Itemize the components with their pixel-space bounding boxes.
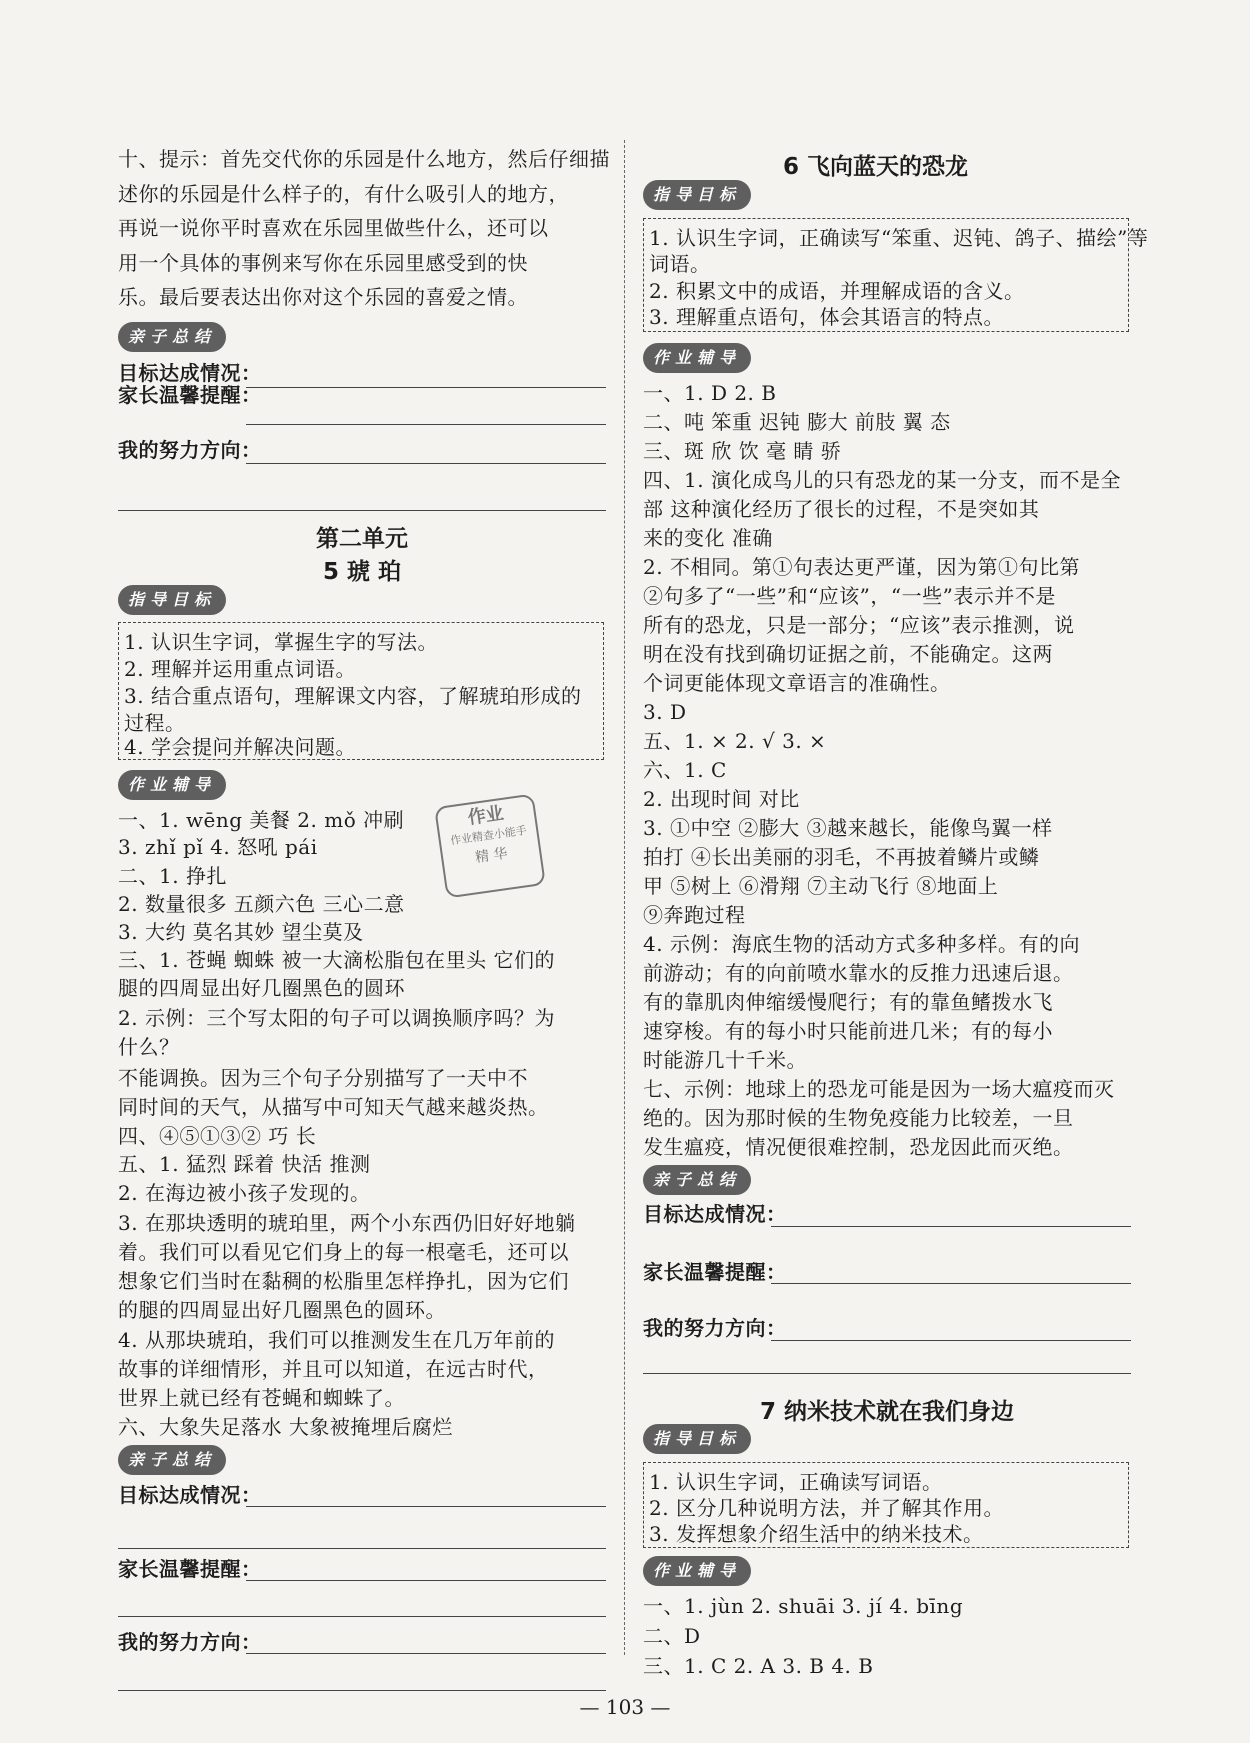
answer-line-text: 二、1. 挣扎 bbox=[118, 864, 227, 888]
answer-line bbox=[246, 1653, 606, 1654]
guide-badge: 指导目标 bbox=[643, 180, 751, 210]
goal-item: 3. 结合重点语句，理解课文内容，了解琥珀形成的 bbox=[124, 684, 582, 708]
answer-line-text: 着。我们可以看见它们身上的每一根毫毛，还可以 bbox=[118, 1240, 569, 1264]
q10-line: 再说一说你平时喜欢在乐园里做些什么，还可以 bbox=[118, 216, 549, 240]
effort-label: 我的努力方向： bbox=[118, 438, 262, 462]
answer-line-text: 明在没有找到确切证据之前，不能确定。这两 bbox=[643, 642, 1053, 666]
goal-item: 4. 学会提问并解决问题。 bbox=[124, 735, 356, 759]
lesson7-title: 7 纳米技术就在我们身边 bbox=[759, 1399, 1014, 1425]
summary-badge: 亲子总结 bbox=[118, 322, 226, 352]
answer-line bbox=[246, 1506, 606, 1507]
goal-label: 目标达成情况： bbox=[643, 1202, 787, 1226]
answer-line-text: 前游动；有的向前喷水靠水的反推力迅速后退。 bbox=[643, 961, 1074, 985]
answer-line-text: 3. 在那块透明的琥珀里，两个小东西仍旧好好地躺 bbox=[118, 1211, 576, 1235]
answer-line-text: 2. 出现时间 对比 bbox=[643, 787, 800, 811]
answer-line-text: 五、1. 猛烈 踩着 快活 推测 bbox=[118, 1152, 371, 1176]
goal-item: 2. 积累文中的成语，并理解成语的含义。 bbox=[649, 279, 1025, 303]
q10-line: 十、提示：首先交代你的乐园是什么地方，然后仔细描 bbox=[118, 147, 610, 171]
answer-line-text: 个词更能体现文章语言的准确性。 bbox=[643, 671, 951, 695]
answer-line-text: 速穿梭。有的每小时只能前进几米；有的每小 bbox=[643, 1019, 1053, 1043]
q10-line: 用一个具体的事例来写你在乐园里感受到的快 bbox=[118, 251, 528, 275]
answer-line bbox=[246, 424, 606, 425]
answer-line-text: 3. ①中空 ②膨大 ③越来越长，能像鸟翼一样 bbox=[643, 816, 1053, 840]
parent-label: 家长温馨提醒： bbox=[118, 1557, 262, 1581]
unit-title: 第二单元 bbox=[316, 526, 408, 552]
goal-item: 1. 认识生字词，正确读写“笨重、迟钝、鸽子、描绘”等 bbox=[649, 226, 1149, 250]
answer-line-text: 什么？ bbox=[118, 1035, 180, 1059]
stamp-line: 精 华 bbox=[474, 845, 509, 867]
summary-badge: 亲子总结 bbox=[643, 1165, 751, 1195]
answer-line bbox=[771, 1340, 1131, 1341]
effort-label: 我的努力方向： bbox=[643, 1316, 787, 1340]
answer-line-text: 四、④⑤①③② 巧 长 bbox=[118, 1124, 317, 1148]
answer-line bbox=[118, 1690, 606, 1691]
answer-line-text: 二、D bbox=[643, 1624, 701, 1648]
homework-badge: 作业辅导 bbox=[118, 770, 226, 800]
homework-badge: 作业辅导 bbox=[643, 343, 751, 373]
goal-item: 1. 认识生字词，掌握生字的写法。 bbox=[124, 630, 438, 654]
answer-line bbox=[246, 1580, 606, 1581]
answer-line-text: 七、示例：地球上的恐龙可能是因为一场大瘟疫而灭 bbox=[643, 1077, 1115, 1101]
answer-line-text: 四、1. 演化成鸟儿的只有恐龙的某一分支，而不是全 bbox=[643, 468, 1121, 492]
answer-line-text: 五、1. × 2. √ 3. × bbox=[643, 729, 827, 753]
answer-line-text: 故事的详细情形，并且可以知道，在远古时代， bbox=[118, 1357, 549, 1381]
answer-line bbox=[771, 1283, 1131, 1284]
goal-item: 3. 发挥想象介绍生活中的纳米技术。 bbox=[649, 1522, 984, 1546]
homework-stamp bbox=[434, 793, 546, 898]
answer-line-text: 所有的恐龙，只是一部分；“应该”表示推测，说 bbox=[643, 613, 1075, 637]
answer-line-text: 三、1. C 2. A 3. B 4. B bbox=[643, 1654, 874, 1678]
goal-label: 目标达成情况： bbox=[118, 1483, 262, 1507]
effort-label: 我的努力方向： bbox=[118, 1630, 262, 1654]
answer-line-text: ②句多了“一些”和“应该”，“一些”表示并不是 bbox=[643, 584, 1056, 608]
answer-line-text: 2. 在海边被小孩子发现的。 bbox=[118, 1181, 371, 1205]
answer-line bbox=[246, 463, 606, 464]
answer-line bbox=[771, 1226, 1131, 1227]
answer-line-text: 拍打 ④长出美丽的羽毛，不再披着鳞片或鳞 bbox=[643, 845, 1040, 869]
lesson5-title: 5 琥 珀 bbox=[322, 559, 402, 585]
goal-item: 3. 理解重点语句，体会其语言的特点。 bbox=[649, 305, 1004, 329]
answer-line-text: 二、吨 笨重 迟钝 膨大 前肢 翼 态 bbox=[643, 410, 951, 434]
answer-line-text: 三、斑 欣 饮 毫 睛 骄 bbox=[643, 439, 842, 463]
goal-item: 过程。 bbox=[124, 711, 186, 735]
answer-line-text: 六、大象失足落水 大象被掩埋后腐烂 bbox=[118, 1415, 453, 1439]
answer-line-text: 2. 不相同。第①句表达更严谨，因为第①句比第 bbox=[643, 555, 1080, 579]
page-number: — 103 — bbox=[579, 1695, 671, 1719]
guide-badge: 指导目标 bbox=[643, 1424, 751, 1454]
answer-line-text: 4. 示例：海底生物的活动方式多种多样。有的向 bbox=[643, 932, 1080, 956]
answer-line-text: 4. 从那块琥珀，我们可以推测发生在几万年前的 bbox=[118, 1328, 555, 1352]
answer-line-text: 的腿的四周显出好几圈黑色的圆环。 bbox=[118, 1298, 446, 1322]
goal-item: 词语。 bbox=[649, 252, 711, 276]
answer-line bbox=[118, 1548, 606, 1549]
answer-line-text: 腿的四周显出好几圈黑色的圆环 bbox=[118, 976, 405, 1000]
answer-line-text: 同时间的天气，从描写中可知天气越来越炎热。 bbox=[118, 1095, 549, 1119]
parent-label: 家长温馨提醒： bbox=[643, 1260, 787, 1284]
stamp-line: 作业 bbox=[466, 802, 506, 829]
answer-line-text: 六、1. C bbox=[643, 758, 727, 782]
column-divider bbox=[624, 140, 625, 1655]
answer-line bbox=[118, 1616, 606, 1617]
answer-line-text: 一、1. wēng 美餐 2. mǒ 冲刷 bbox=[118, 808, 405, 832]
answer-line-text: ⑨奔跑过程 bbox=[643, 903, 746, 927]
answer-line-text: 绝的。因为那时候的生物免疫能力比较差，一旦 bbox=[643, 1106, 1074, 1130]
answer-line-text: 三、1. 苍蝇 蜘蛛 被一大滴松脂包在里头 它们的 bbox=[118, 948, 556, 972]
parent-label: 家长温馨提醒： bbox=[118, 383, 262, 407]
answer-line-text: 一、1. D 2. B bbox=[643, 381, 777, 405]
stamp-line: 作业精查小能手 bbox=[449, 823, 528, 848]
homework-badge: 作业辅导 bbox=[643, 1556, 751, 1586]
answer-line bbox=[643, 1373, 1131, 1374]
answer-line bbox=[118, 510, 606, 511]
answer-line-text: 不能调换。因为三个句子分别描写了一天中不 bbox=[118, 1066, 528, 1090]
answer-line-text: 3. zhǐ pǐ 4. 怒吼 pái bbox=[118, 835, 318, 859]
answer-line-text: 有的靠肌肉伸缩缓慢爬行；有的靠鱼鳍拨水飞 bbox=[643, 990, 1053, 1014]
goal-item: 2. 理解并运用重点词语。 bbox=[124, 657, 356, 681]
q10-line: 述你的乐园是什么样子的，有什么吸引人的地方， bbox=[118, 182, 569, 206]
summary-badge: 亲子总结 bbox=[118, 1445, 226, 1475]
lesson6-title: 6 飞向蓝天的恐龙 bbox=[783, 154, 969, 180]
goal-item: 2. 区分几种说明方法，并了解其作用。 bbox=[649, 1496, 1004, 1520]
answer-line bbox=[246, 387, 606, 388]
answer-line-text: 3. 大约 莫名其妙 望尘莫及 bbox=[118, 920, 364, 944]
q10-line: 乐。最后要表达出你对这个乐园的喜爱之情。 bbox=[118, 285, 528, 309]
answer-line-text: 发生瘟疫，情况便很难控制，恐龙因此而灭绝。 bbox=[643, 1135, 1074, 1159]
answer-line-text: 部 这种演化经历了很长的过程，不是突如其 bbox=[643, 497, 1040, 521]
answer-line-text: 世界上就已经有苍蝇和蜘蛛了。 bbox=[118, 1386, 405, 1410]
answer-line-text: 3. D bbox=[643, 700, 687, 724]
answer-line-text: 时能游几十千米。 bbox=[643, 1048, 807, 1072]
answer-line-text: 来的变化 准确 bbox=[643, 526, 773, 550]
answer-line-text: 想象它们当时在黏稠的松脂里怎样挣扎，因为它们 bbox=[118, 1269, 569, 1293]
answer-line-text: 一、1. jùn 2. shuāi 3. jí 4. bīng bbox=[643, 1594, 964, 1618]
goal-item: 1. 认识生字词，正确读写词语。 bbox=[649, 1470, 943, 1494]
answer-line-text: 2. 数量很多 五颜六色 三心二意 bbox=[118, 892, 405, 916]
answer-line-text: 2. 示例：三个写太阳的句子可以调换顺序吗？为 bbox=[118, 1006, 555, 1030]
guide-badge: 指导目标 bbox=[118, 585, 226, 615]
answer-line-text: 甲 ⑤树上 ⑥滑翔 ⑦主动飞行 ⑧地面上 bbox=[643, 874, 999, 898]
